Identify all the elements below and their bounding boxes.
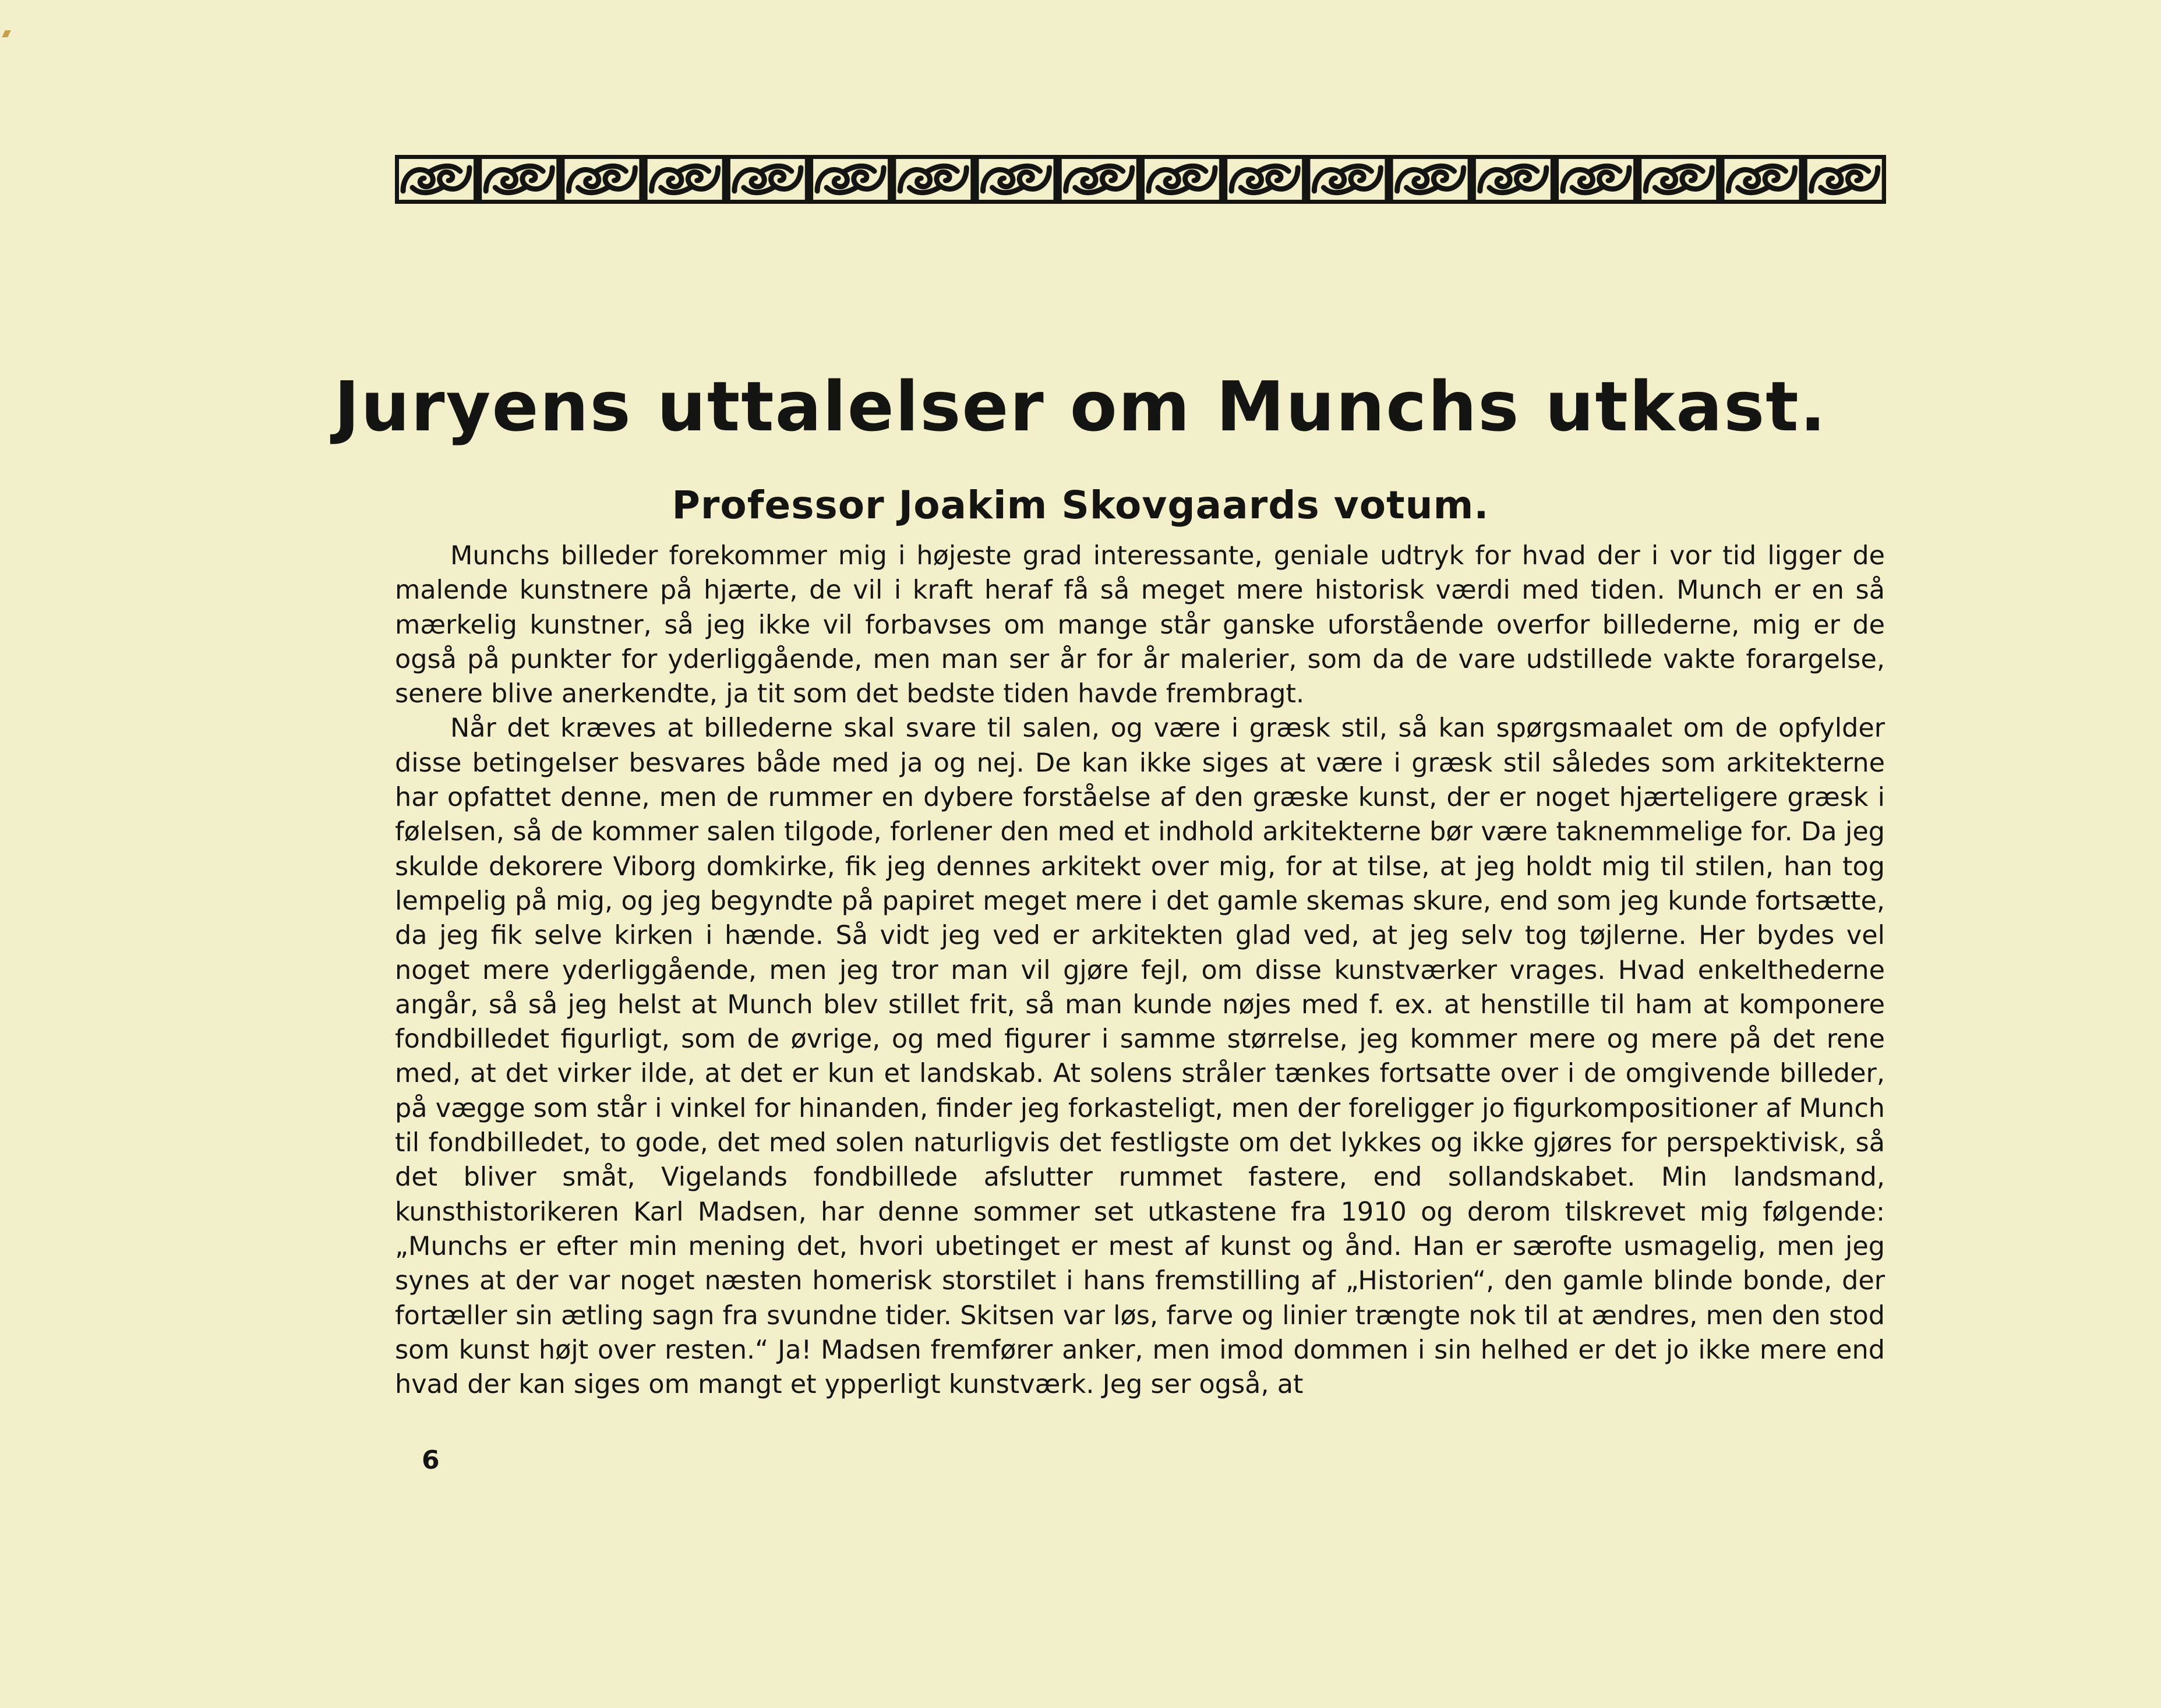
section-subtitle: Professor Joakim Skovgaards votum. <box>672 483 1489 528</box>
page-title: Juryens uttalelser om Munchs utkast. <box>334 366 1827 447</box>
paragraph-2: Når det kræves at billederne skal svare til salen, og være i græsk stil, så kan spørgsmaalet om de opfylder disse betingelser besvares både med ja og nej. De kan ikke siges at være i græsk stil således som arkitekterne har opfattet denne, men de rummer en dybere forståelse af den græske kunst, der er noget hjærteligere græsk i følelsen, så de kommer salen tilgode, forlener den med et indhold arkitekterne bør være taknemmelige for. Da jeg skulde dekorere Viborg domkirke, fik jeg dennes arkitekt over mig, for at tilse, at jeg holdt mig til stilen, han tog lempelig på mig, og jeg begyndte på papiret meget mere i det gamle skemas skure, end som jeg kunde fortsætte, da jeg fik selve kirken i hænde. Så vidt jeg ved er arkitekten glad ved, at jeg selv tog tøjlerne. Her bydes vel noget mere yderliggående, men jeg tror man vil gjøre fejl, om disse kunstværker vrages. Hvad enkelthederne angår, så så jeg helst at Munch blev stillet frit, så man kunde nøjes med f. ex. at henstille til ham at komponere fondbilledet figurligt, som de øvrige, og med figurer i samme størrelse, jeg kommer mere og mere på det rene med, at det virker ilde, at det er kun et landskab. At solens stråler tænkes fortsatte over i de omgivende billeder, på vægge som står i vinkel for hinanden, finder jeg forkasteligt, men der foreligger jo figurkompositioner af Munch til fondbilledet, to gode, det med solen naturligvis det festligste om det lykkes og ikke gjøres for perspektivisk, så det bliver småt, Vigelands fondbillede afslutter rummet fastere, end sollandskabet. Min landsmand, kunsthistorikeren Karl Madsen, har denne sommer set utkastene fra 1910 og derom tilskrevet mig følgende: „Munchs er efter min mening det, hvori ubetinget er mest af kunst og ånd. Han er særofte usmagelig, men jeg synes at der var noget næsten homerisk storstilet i hans fremstilling af „Historien“, den gamle blinde bonde, der fortæller sin ætling sagn fra svundne tider. Skitsen var løs, farve og linier trængte nok til at ændres, men den stod som kunst højt over resten.“ Ja! Madsen fremfører anker, men imod dommen i sin helhed er det jo ikke mere end hvad der kan siges om mangt et ypperligt kunstværk. Jeg ser også, at <box>395 713 1885 1400</box>
wave-ornament-border-icon <box>395 155 1886 204</box>
body-text <box>395 539 1885 1402</box>
stray-ink-mark <box>2 30 11 37</box>
page-number: 6 <box>422 1445 440 1475</box>
paragraph-1: Munchs billeder forekommer mig i højeste grad interessante, geniale udtryk for hvad der i vor tid ligger de malende kunstnere på hjærte, de vil i kraft heraf få så meget mere historisk værdi med tiden. Munch er en så mærkelig kunstner, så jeg ikke vil forbavses om mange står ganske uforstående overfor billederne, mig er de også på punkter for yderliggående, men man ser år for år malerier, som da de vare udstillede vakte forargelse, senere blive anerkendte, ja tit som det bedste tiden havde frembragt. <box>395 541 1885 709</box>
